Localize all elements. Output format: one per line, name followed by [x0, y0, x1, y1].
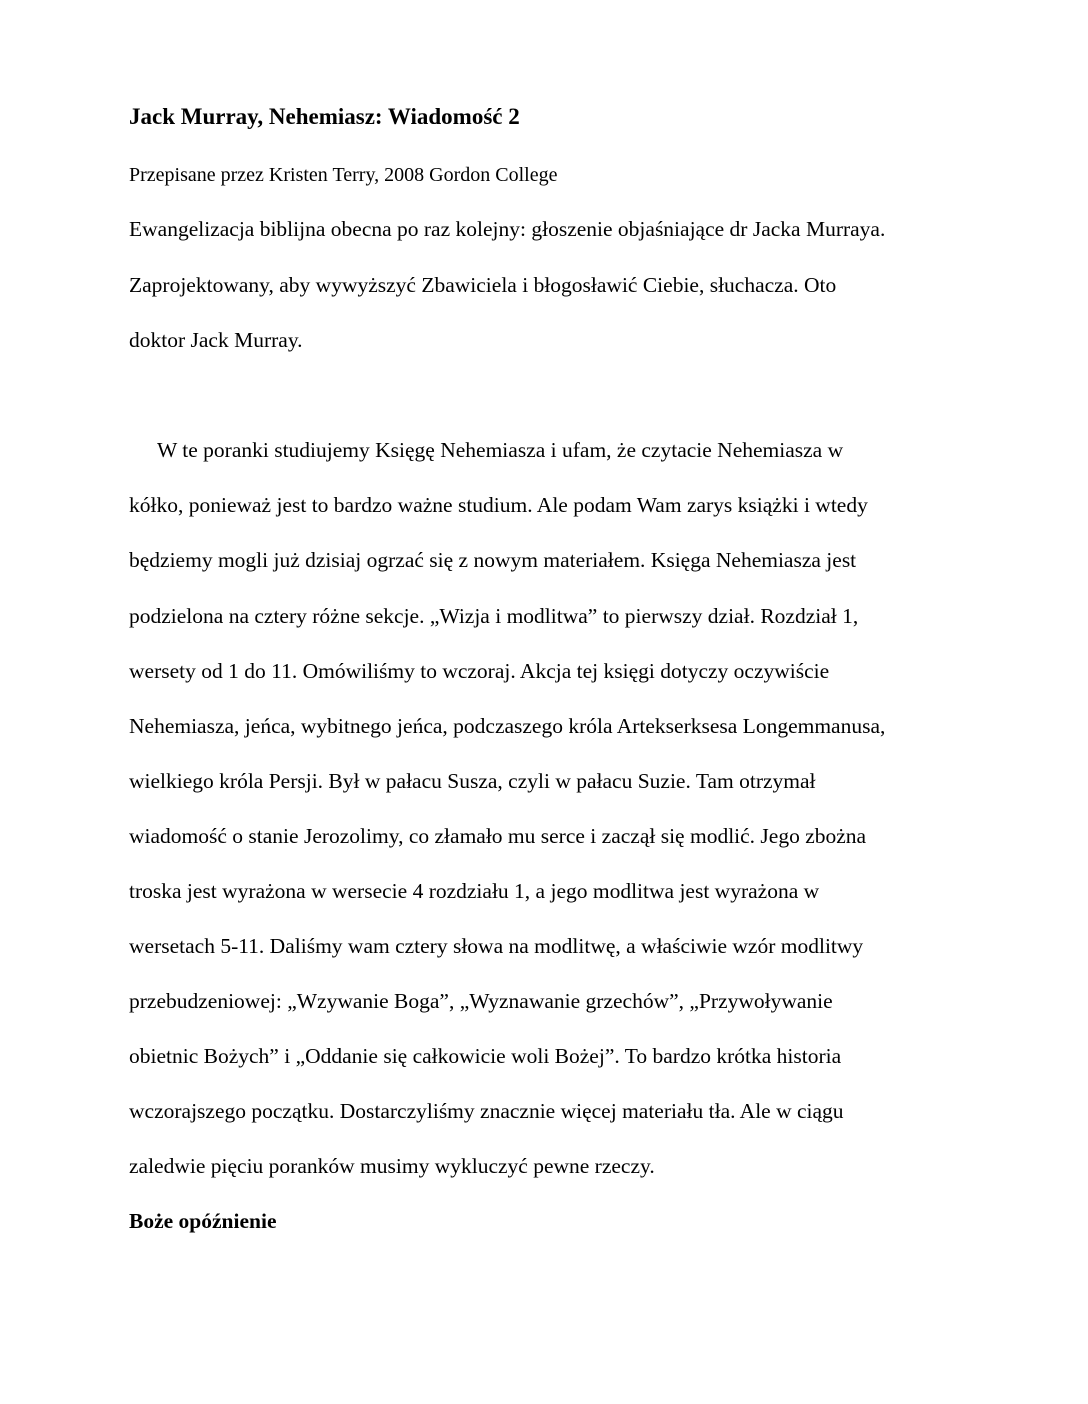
body-line: wczorajszego początku. Dostarczyliśmy znacznie więcej materiału tła. Ale w ciągu	[129, 1099, 844, 1123]
section-heading: Boże opóźnienie	[129, 1209, 277, 1233]
intro-line: doktor Jack Murray.	[129, 328, 303, 352]
document-title: Jack Murray, Nehemiasz: Wiadomość 2	[129, 104, 520, 129]
body-line: zaledwie pięciu poranków musimy wykluczyć pewne rzeczy.	[129, 1154, 655, 1178]
intro-line: Ewangelizacja biblijna obecna po raz kolejny: głoszenie objaśniające dr Jacka Murraya.	[129, 217, 886, 241]
body-line: wiadomość o stanie Jerozolimy, co złamało mu serce i zaczął się modlić. Jego zbożna	[129, 824, 867, 848]
body-line: przebudzeniowej: „Wzywanie Boga”, „Wyznawanie grzechów”, „Przywoływanie	[129, 989, 833, 1013]
body-line: będziemy mogli już dzisiaj ogrzać się z nowym materiałem. Księga Nehemiasza jest	[129, 548, 857, 572]
body-line: kółko, ponieważ jest to bardzo ważne studium. Ale podam Wam zarys książki i wtedy	[129, 493, 868, 517]
body-line: podzielona na cztery różne sekcje. „Wizja i modlitwa” to pierwszy dział. Rozdział 1,	[129, 604, 859, 628]
body-line: wersetach 5-11. Daliśmy wam cztery słowa na modlitwę, a właściwie wzór modlitwy	[129, 934, 864, 958]
body-line: obietnic Bożych” i „Oddanie się całkowicie woli Bożej”. To bardzo krótka historia	[129, 1044, 842, 1068]
body-line: W te poranki studiujemy Księgę Nehemiasza i ufam, że czytacie Nehemiasza w	[157, 438, 844, 462]
document-subtitle: Przepisane przez Kristen Terry, 2008 Gordon College	[129, 164, 558, 186]
body-line: Nehemiasza, jeńca, wybitnego jeńca, podczaszego króla Artekserksesa Longemmanusa,	[129, 714, 886, 738]
intro-line: Zaprojektowany, aby wywyższyć Zbawiciela i błogosławić Ciebie, słuchacza. Oto	[129, 273, 837, 297]
body-line: wersety od 1 do 11. Omówiliśmy to wczoraj. Akcja tej księgi dotyczy oczywiście	[129, 659, 830, 683]
body-line: troska jest wyrażona w wersecie 4 rozdziału 1, a jego modlitwa jest wyrażona w	[129, 879, 820, 903]
body-line: wielkiego króla Persji. Był w pałacu Susza, czyli w pałacu Suzie. Tam otrzymał	[129, 769, 816, 793]
